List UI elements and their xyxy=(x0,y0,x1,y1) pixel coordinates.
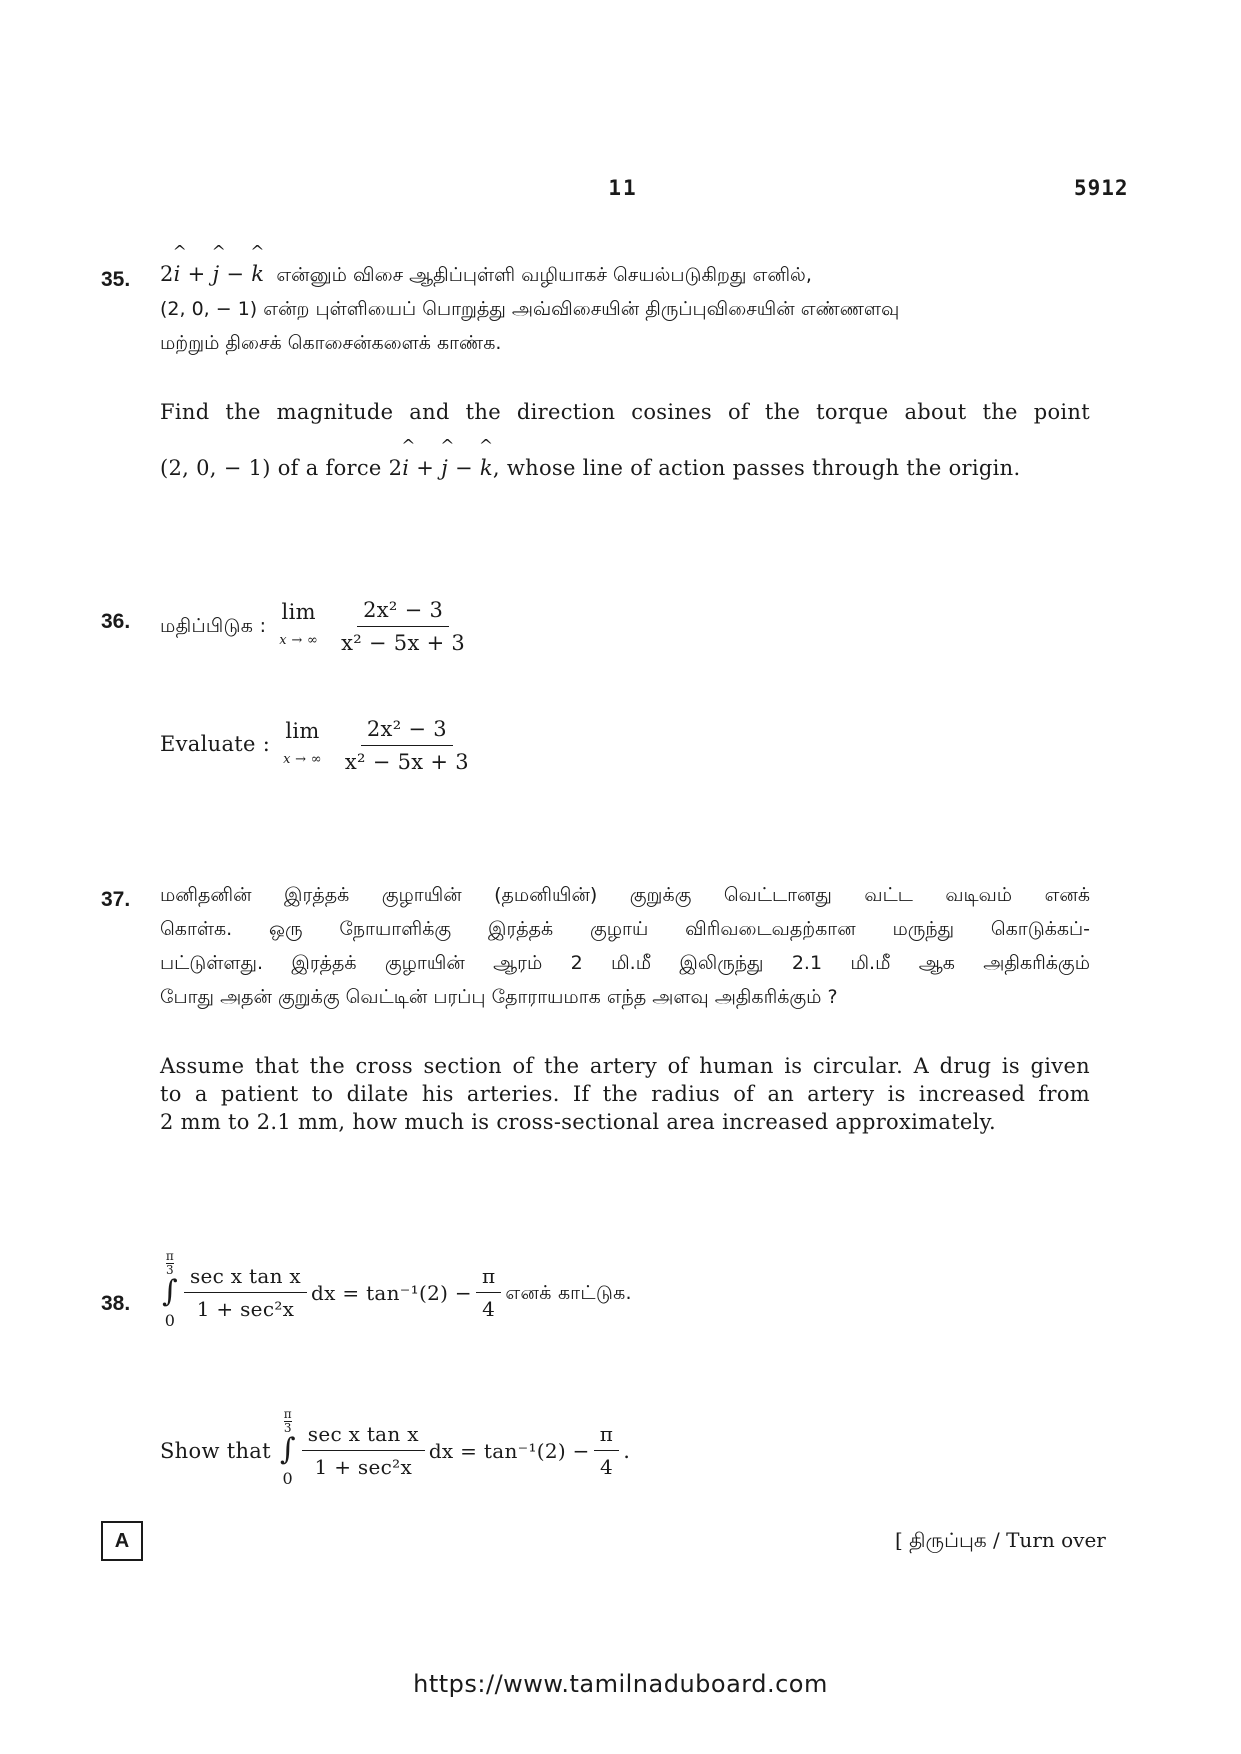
q36-numerator: 2x² − 3 xyxy=(357,596,449,627)
q37-en-line3: 2 mm to 2.1 mm, how much is cross-sectional area increased approximately. xyxy=(160,1110,997,1134)
q38-ta-suffix: எனக் காட்டுக. xyxy=(505,1281,632,1304)
q38-en-upper-num: π xyxy=(283,1407,292,1421)
q38-en-four: 4 xyxy=(599,1455,613,1479)
q35-ta-line2: (2, 0, − 1) என்ற புள்ளியைப் பொறுத்து அவ்விசையின் திருப்புவிசையின் எண்ணளவு xyxy=(160,298,900,320)
q35-ta-line1: என்னும் விசை ஆதிப்புள்ளி வழியாகச் செயல்படுகிறது எனில், xyxy=(276,264,812,286)
q37-ta-line4: போது அதன் குறுக்கு வெட்டின் பரப்பு தோராயமாக எந்த அளவு அதிகரிக்கும் ? xyxy=(160,986,838,1008)
question-37-tamil xyxy=(160,878,1090,1014)
paper-code: 5912 xyxy=(1074,176,1129,200)
q35-en-line2-end: , whose line of action passes through the origin. xyxy=(492,456,1021,480)
q36-en-lim: lim xyxy=(285,719,320,743)
q35-ta-line3: மற்றும் திசைக் கொசைன்களைக் காண்க. xyxy=(160,332,502,354)
q36-en-denominator: x² − 5x + 3 xyxy=(344,750,469,774)
question-37-number: 37. xyxy=(101,888,131,911)
q38-en-integral: $\frac{\pi}{3}$ ∫ 0 xyxy=(280,1408,296,1493)
question-38-tamil xyxy=(160,1250,632,1335)
q38-en-pi: π xyxy=(594,1420,619,1451)
q36-lim: lim xyxy=(281,600,316,624)
question-36-number: 36. xyxy=(101,610,131,633)
q36-en-label: Evaluate : xyxy=(160,732,271,756)
q36-denominator: x² − 5x + 3 xyxy=(341,631,466,655)
source-url: https://www.tamilnaduboard.com xyxy=(413,1670,828,1698)
q35-en-line2-start: (2, 0, − 1) of a force xyxy=(160,456,382,480)
question-38-english: Show that $\frac{\pi}{3}$ ∫ 0 $\frac{\text{sec x tan x}}{\text{1 + sec²x}}$ dx = tan⁻¹(2) − $\frac{\pi}{4}$ . xyxy=(160,1408,630,1493)
q38-en-prefix: Show that xyxy=(160,1438,271,1463)
question-37-english xyxy=(160,1052,1090,1136)
q38-rhs: dx = tan⁻¹(2) − xyxy=(311,1280,472,1305)
question-35-english-line2: (2, 0, − 1) of a force 2^ i + ^ j − ^ k, whose line of action passes through the origin. xyxy=(160,454,1090,482)
q38-lower: 0 xyxy=(164,1311,176,1330)
q38-upper-num: π xyxy=(165,1249,175,1263)
q36-ta-label: மதிப்பிடுக : xyxy=(160,615,267,637)
q36-en-lim-sub: x → ∞ xyxy=(283,752,322,767)
question-36-english xyxy=(160,715,479,776)
q38-integral: $\frac{\pi}{3}$ ∫ 0 xyxy=(162,1250,178,1335)
q38-denominator: 1 + sec²x xyxy=(196,1297,295,1321)
question-35-tamil: 2^ i + ^ j − ^ k என்னும் விசை ஆதிப்புள்ளி வழியாகச் செயல்படுகிறது எனில், (2, 0, − 1) என்ற புள்ளியைப் பொறுத்து அவ்விசையின் திருப்புவிசையின் எண்ணளவு மற்றும் திசைக் கொசைன்களைக் காண்க. xyxy=(160,258,899,360)
question-36-tamil xyxy=(160,596,475,657)
q37-en-line1: Assume that the cross section of the artery of human is circular. A drug is given xyxy=(160,1054,1090,1078)
q38-en-numerator: sec x tan x xyxy=(302,1420,425,1451)
turn-over-label: [ திருப்புக / Turn over xyxy=(895,1528,1106,1552)
q36-lim-sub: x → ∞ xyxy=(279,633,319,648)
q38-four: 4 xyxy=(482,1297,496,1321)
question-35-number: 35. xyxy=(101,268,131,291)
question-38-number: 38. xyxy=(101,1292,131,1315)
q38-numerator: sec x tan x xyxy=(184,1262,307,1293)
q37-ta-line1: மனிதனின் இரத்தக் குழாயின் (தமனியின்) குறுக்கு வெட்டானது வட்ட வடிவம் எனக் xyxy=(160,884,1090,906)
q38-en-lower: 0 xyxy=(282,1469,294,1488)
q38-pi: π xyxy=(476,1262,501,1293)
q38-en-upper-den: 3 xyxy=(283,1421,292,1435)
q35-en-line1: Find the magnitude and the direction cosines of the torque about the point xyxy=(160,400,1090,424)
q37-ta-line2: கொள்க. ஒரு நோயாளிக்கு இரத்தக் குழாய் விரிவடைவதற்கான மருந்து கொடுக்கப்- xyxy=(160,918,1090,940)
q37-ta-line3: பட்டுள்ளது. இரத்தக் குழாயின் ஆரம் 2 மி.மீ இலிருந்து 2.1 மி.மீ ஆக அதிகரிக்கும் xyxy=(160,952,1090,974)
q36-en-numerator: 2x² − 3 xyxy=(361,715,453,746)
q38-en-rhs: dx = tan⁻¹(2) − xyxy=(428,1438,590,1463)
q38-en-denominator: 1 + sec²x xyxy=(314,1455,413,1479)
q38-upper-den: 3 xyxy=(166,1263,174,1277)
q37-en-line2: to a patient to dilate his arteries. If the radius of an artery is increased from xyxy=(160,1082,1090,1106)
page-number: 11 xyxy=(608,176,638,200)
set-box: A xyxy=(101,1521,143,1561)
